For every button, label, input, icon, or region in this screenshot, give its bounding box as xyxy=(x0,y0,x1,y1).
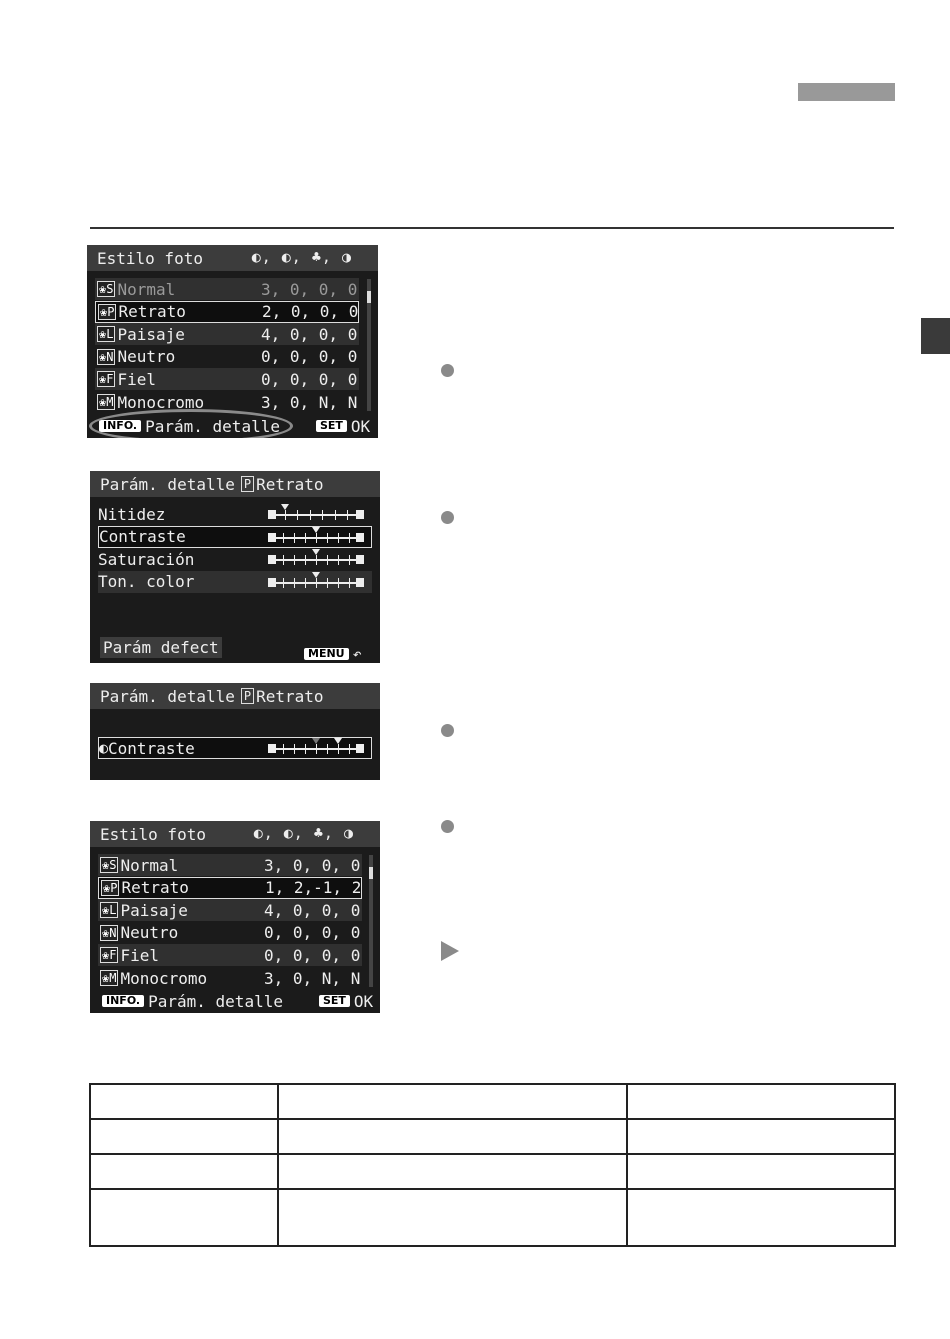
slider-tick xyxy=(305,555,306,565)
style-icon: ❀P xyxy=(100,304,115,319)
style-row-normal[interactable] xyxy=(95,278,359,300)
style-values: 0, 0, 0, 0 xyxy=(261,347,358,367)
style-name: Paisaje xyxy=(120,900,188,920)
slider-tick xyxy=(297,510,298,520)
style-p-icon: P xyxy=(241,688,254,704)
slider-tick xyxy=(268,510,276,519)
style-values: 3, 0, N, N xyxy=(264,968,361,988)
style-name: Normal xyxy=(117,279,176,299)
slider-tick xyxy=(356,744,364,753)
style-row-monocromo[interactable] xyxy=(98,967,362,989)
style-values: 4, 0, 0, 0 xyxy=(261,324,358,344)
style-values: 0, 0, 0, 0 xyxy=(261,369,358,389)
style-icon: ❀M xyxy=(99,395,114,409)
style-row-retrato[interactable] xyxy=(95,301,359,323)
slider-tick xyxy=(268,578,276,587)
slider-marker xyxy=(312,572,320,578)
slider-marker xyxy=(312,738,320,744)
slider-tick xyxy=(294,578,295,588)
slider-tick xyxy=(327,578,328,588)
slider-tick xyxy=(327,555,328,565)
slider-marker xyxy=(334,738,342,744)
style-name: Monocromo xyxy=(120,968,208,988)
style-values: 0, 0, 0, 0 xyxy=(264,945,361,965)
slider-tick xyxy=(322,510,323,520)
screen-title: Estilo foto xyxy=(100,824,206,844)
param-name: Saturación xyxy=(98,549,195,569)
slider-tick xyxy=(283,533,284,543)
style-name: Fiel xyxy=(120,945,159,965)
slider-tick xyxy=(335,510,336,520)
style-icon: ❀F xyxy=(102,948,117,963)
style-values: 4, 0, 0, 0 xyxy=(264,900,361,920)
param-slider[interactable] xyxy=(268,552,364,566)
slider-tick xyxy=(349,533,350,543)
slider-tick xyxy=(268,533,276,542)
style-row-fiel[interactable] xyxy=(98,944,362,966)
style-name: Neutro xyxy=(120,923,179,943)
picture-style-screen-after xyxy=(90,821,380,1013)
highlight-oval xyxy=(89,409,293,438)
style-p-icon: P xyxy=(241,476,254,492)
slider-tick xyxy=(327,533,328,543)
slider-tick xyxy=(283,555,284,565)
slider-tick xyxy=(338,578,339,588)
slider-tick xyxy=(327,744,328,754)
style-name: Monocromo xyxy=(117,392,205,412)
style-name: Fiel xyxy=(117,369,156,389)
style-icon: ❀M xyxy=(102,971,117,985)
style-name: Normal xyxy=(120,855,179,875)
style-row-paisaje[interactable] xyxy=(98,899,362,921)
screen-header xyxy=(90,821,380,847)
result-arrow xyxy=(441,941,459,961)
slider-marker xyxy=(281,504,289,510)
slider-tick xyxy=(305,533,306,543)
ok-text: OK xyxy=(350,416,371,436)
header-rule xyxy=(90,227,894,229)
screen-header xyxy=(90,471,380,497)
slider-tick xyxy=(305,578,306,588)
style-row-neutro[interactable] xyxy=(95,346,359,368)
style-icon: ❀L xyxy=(102,903,117,918)
screen-title: Parám. detalle xyxy=(100,686,235,706)
picture-style-screen-before xyxy=(87,245,378,438)
menu-back[interactable] xyxy=(304,645,362,663)
parameter-icons: ◐, ◐, ♣, ◑ xyxy=(253,824,354,842)
style-values: 2, 0, 0, 0 xyxy=(262,302,359,322)
style-row-paisaje[interactable] xyxy=(95,323,359,345)
slider-tick xyxy=(294,533,295,543)
slider-tick xyxy=(283,578,284,588)
screen-header xyxy=(87,245,378,271)
param-slider[interactable] xyxy=(268,530,364,544)
contrast-label: Contraste xyxy=(108,738,195,758)
scrollbar[interactable] xyxy=(367,279,371,411)
style-values: 3, 0, 0, 0 xyxy=(264,855,361,875)
style-icon: ❀N xyxy=(102,925,117,940)
default-settings-button[interactable] xyxy=(100,637,222,658)
param-name: Contraste xyxy=(99,527,186,547)
contrast-icon: ◐ xyxy=(99,739,109,757)
style-row-neutro[interactable] xyxy=(98,922,362,944)
slider-tick xyxy=(356,533,364,542)
menu-button-label[interactable]: MENU xyxy=(304,648,349,660)
slider-tick xyxy=(347,510,348,520)
screen-header xyxy=(90,683,380,709)
step-bullet xyxy=(441,724,454,737)
style-icon: ❀P xyxy=(103,880,118,895)
slider-tick xyxy=(268,555,276,564)
style-icon: ❀S xyxy=(102,858,117,872)
style-name: Neutro xyxy=(117,347,176,367)
slider-tick xyxy=(338,744,339,754)
step-bullet xyxy=(441,820,454,833)
style-row-retrato[interactable] xyxy=(98,877,362,899)
scrollbar[interactable] xyxy=(369,855,373,987)
set-button-label[interactable]: SET xyxy=(316,420,347,432)
set-button-label[interactable]: SET xyxy=(319,995,350,1007)
info-action-text: Parám. detalle xyxy=(145,416,280,436)
info-button-label[interactable]: INFO. xyxy=(102,995,144,1007)
style-name: Paisaje xyxy=(117,324,185,344)
style-values: 1, 2,-1, 2 xyxy=(265,878,362,898)
style-values: 0, 0, 0, 0 xyxy=(264,923,361,943)
ok-text: OK xyxy=(353,991,374,1011)
style-name: Retrato xyxy=(121,878,189,898)
style-row-normal[interactable] xyxy=(98,854,362,876)
param-name: Nitidez xyxy=(98,504,166,524)
slider-tick xyxy=(349,555,350,565)
param-slider[interactable] xyxy=(268,575,364,589)
slider-tick xyxy=(305,744,306,754)
style-values: 3, 0, N, N xyxy=(261,392,358,412)
style-values: 3, 0, 0, 0 xyxy=(261,279,358,299)
settings-table xyxy=(89,1083,896,1247)
info-button-label[interactable]: INFO. xyxy=(99,420,141,432)
style-icon: ❀L xyxy=(99,327,114,342)
style-icon: ❀S xyxy=(99,282,114,296)
slider-marker xyxy=(312,527,320,533)
style-row-fiel[interactable] xyxy=(95,368,359,390)
style-name: Retrato xyxy=(256,474,324,494)
slider-tick xyxy=(268,744,276,753)
screen-title: Estilo foto xyxy=(97,248,203,268)
slider-tick xyxy=(316,578,317,588)
slider-tick xyxy=(338,555,339,565)
slider-tick xyxy=(283,744,284,754)
slider-tick xyxy=(285,510,286,520)
contrast-adjust-screen xyxy=(90,683,380,780)
slider-tick xyxy=(349,744,350,754)
detail-settings-screen xyxy=(90,471,380,663)
screen-footer xyxy=(90,989,380,1013)
contrast-slider[interactable] xyxy=(268,741,364,755)
parameter-icons: ◐, ◐, ♣, ◑ xyxy=(251,248,352,266)
slider-tick xyxy=(356,555,364,564)
chapter-side-tab xyxy=(921,318,950,354)
style-icon: ❀F xyxy=(99,372,114,387)
info-action-text: Parám. detalle xyxy=(148,991,283,1011)
style-icon: ❀N xyxy=(99,349,114,364)
slider-tick xyxy=(316,533,317,543)
slider-tick xyxy=(294,744,295,754)
style-name: Retrato xyxy=(256,686,324,706)
slider-tick xyxy=(356,510,364,519)
slider-tick xyxy=(294,555,295,565)
param-slider[interactable] xyxy=(268,507,364,521)
step-bullet xyxy=(441,511,454,524)
slider-tick xyxy=(356,578,364,587)
default-settings-label: Parám defect xyxy=(103,638,219,657)
param-name: Ton. color xyxy=(98,572,195,592)
slider-marker xyxy=(312,549,320,555)
slider-tick xyxy=(310,510,311,520)
back-icon: ↶ xyxy=(352,645,362,663)
screen-title: Parám. detalle xyxy=(100,474,235,494)
style-name: Retrato xyxy=(118,302,186,322)
section-tab-marker xyxy=(798,83,895,101)
slider-tick xyxy=(349,578,350,588)
slider-tick xyxy=(338,533,339,543)
step-bullet xyxy=(441,364,454,377)
slider-tick xyxy=(316,555,317,565)
slider-tick xyxy=(316,744,317,754)
